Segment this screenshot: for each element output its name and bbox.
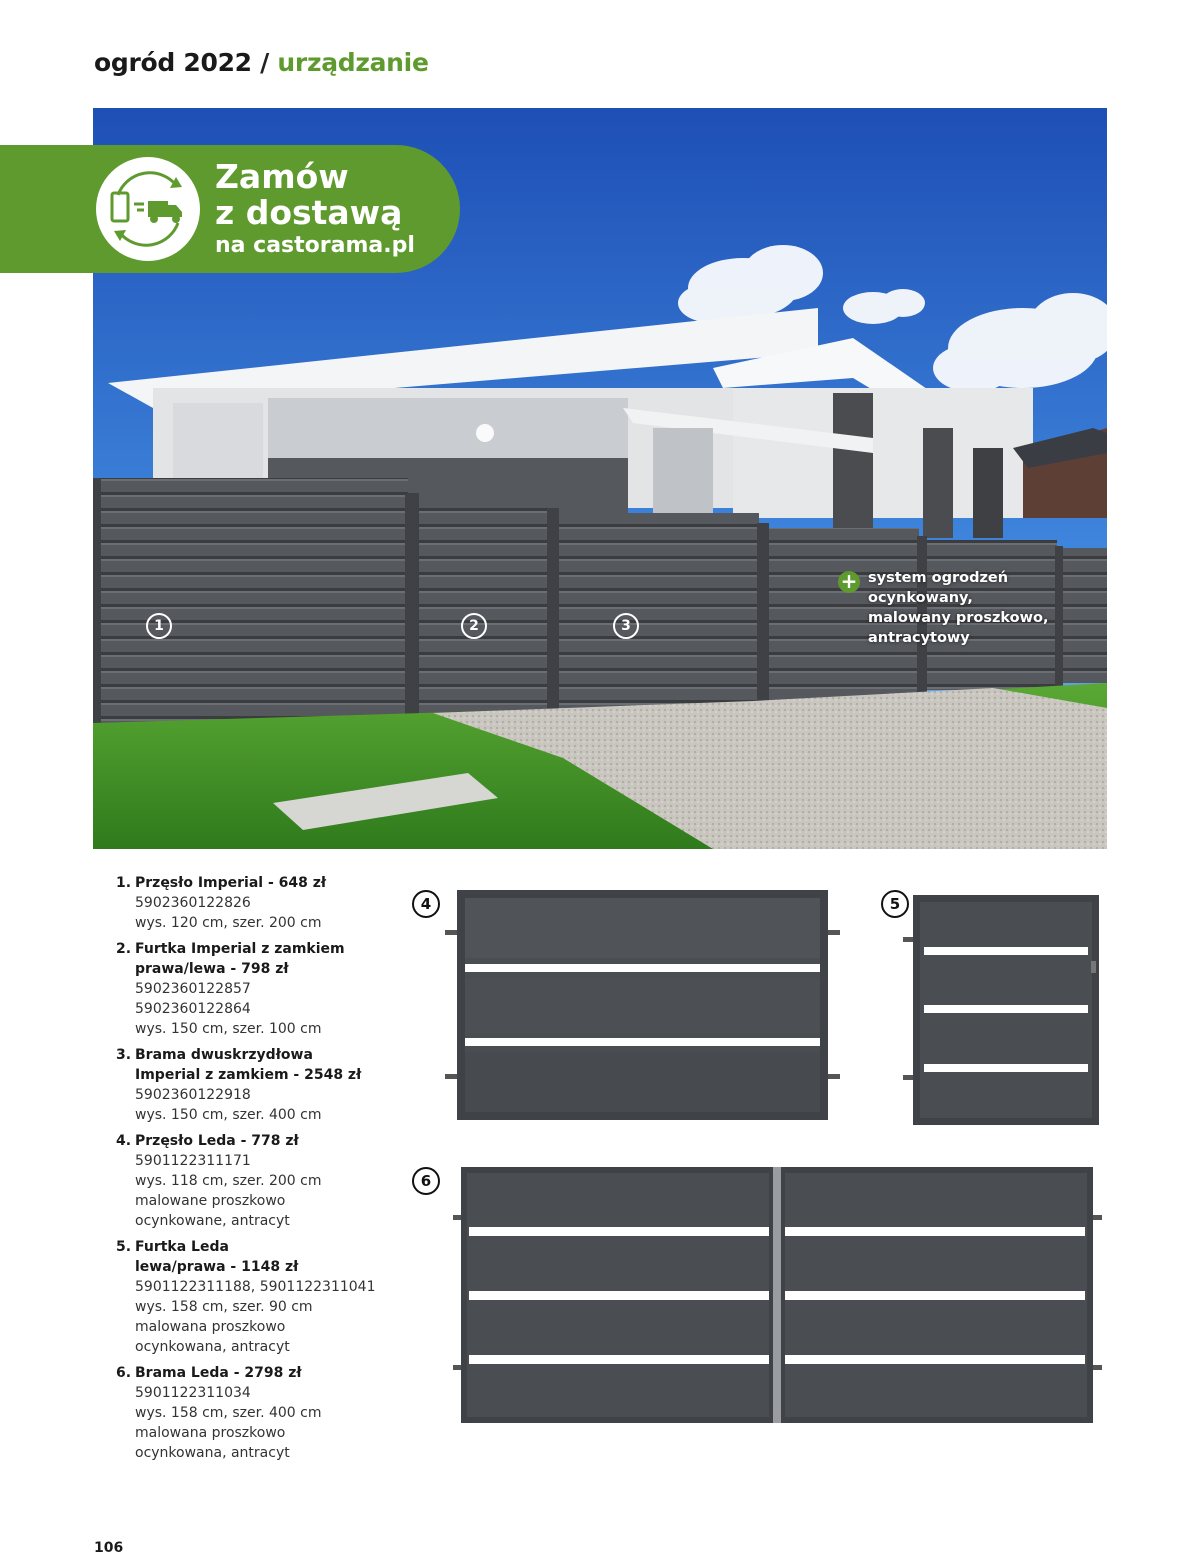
item-title: Furtka Leda [135,1239,229,1255]
badge-text [215,159,415,261]
item-title: Przęsło Leda - 778 zł [135,1133,299,1149]
product-number-4: 4 [412,890,440,918]
hero-marker-3: 3 [613,613,639,639]
list-item [116,1131,376,1231]
header-separator: / [260,48,270,77]
item-ean: 5902360122918 [135,1087,251,1103]
section-title: urządzanie [277,48,429,77]
item-dimensions: wys. 118 cm, szer. 200 cm [135,1173,322,1189]
badge-link[interactable]: na castorama.pl [215,233,415,258]
item-number: 3. [116,1047,132,1063]
item-number: 6. [116,1365,132,1381]
plus-icon: + [838,571,860,593]
item-title: prawa/lewa - 798 zł [135,961,289,977]
product-number-6: 6 [412,1167,440,1195]
list-item [116,1237,376,1357]
item-dimensions: wys. 120 cm, szer. 200 cm [135,915,322,931]
order-delivery-badge[interactable] [0,145,460,273]
leda-double-gate-image [445,1165,1110,1429]
item-number: 2. [116,941,132,957]
list-item [116,873,376,933]
list-item [116,939,376,1039]
item-ean: 5902360122826 [135,895,251,911]
phone-delivery-truck-icon [96,157,200,261]
item-title: lewa/prawa - 1148 zł [135,1259,299,1275]
item-number: 1. [116,875,132,891]
hero-marker-1: 1 [146,613,172,639]
callout-line: malowany proszkowo, [868,610,1049,626]
leda-gate-image [903,893,1103,1131]
callout-line: antracytowy [868,630,970,646]
item-title: Furtka Imperial z zamkiem [135,941,345,957]
item-finish: malowana proszkowo [135,1319,286,1335]
item-ean: 5901122311171 [135,1153,251,1169]
item-title: Imperial z zamkiem - 2548 zł [135,1067,362,1083]
item-dimensions: wys. 150 cm, szer. 100 cm [135,1021,322,1037]
item-ean: 5902360122864 [135,1001,251,1017]
item-finish: malowane proszkowo [135,1193,286,1209]
brand-title: ogród 2022 [94,48,252,77]
item-dimensions: wys. 150 cm, szer. 400 cm [135,1107,322,1123]
hero-marker-2: 2 [461,613,487,639]
item-ean: 5901122311034 [135,1385,251,1401]
item-finish: malowana proszkowo [135,1425,286,1441]
item-number: 4. [116,1133,132,1149]
page-number: 106 [94,1540,124,1556]
item-ean: 5901122311188, 5901122311041 [135,1279,376,1295]
item-title: Przęsło Imperial - 648 zł [135,875,327,891]
list-item [116,1045,376,1125]
item-number: 5. [116,1239,132,1255]
leda-fence-panel-image [445,888,840,1128]
badge-line-2: z dostawą [215,193,403,232]
callout-line: system ogrodzeń [868,570,1009,586]
callout-line: ocynkowany, [868,590,973,606]
product-number-5: 5 [881,890,909,918]
item-ean: 5902360122857 [135,981,251,997]
item-finish: ocynkowane, antracyt [135,1213,290,1229]
item-finish: ocynkowana, antracyt [135,1339,290,1355]
item-title: Brama Leda - 2798 zł [135,1365,302,1381]
item-finish: ocynkowana, antracyt [135,1445,290,1461]
page-header [94,48,429,77]
item-dimensions: wys. 158 cm, szer. 90 cm [135,1299,313,1315]
hero-callout [868,568,1048,648]
item-title: Brama dwuskrzydłowa [135,1047,313,1063]
list-item [116,1363,376,1463]
product-list [116,873,376,1469]
item-dimensions: wys. 158 cm, szer. 400 cm [135,1405,322,1421]
badge-line-1: Zamów [215,157,349,196]
